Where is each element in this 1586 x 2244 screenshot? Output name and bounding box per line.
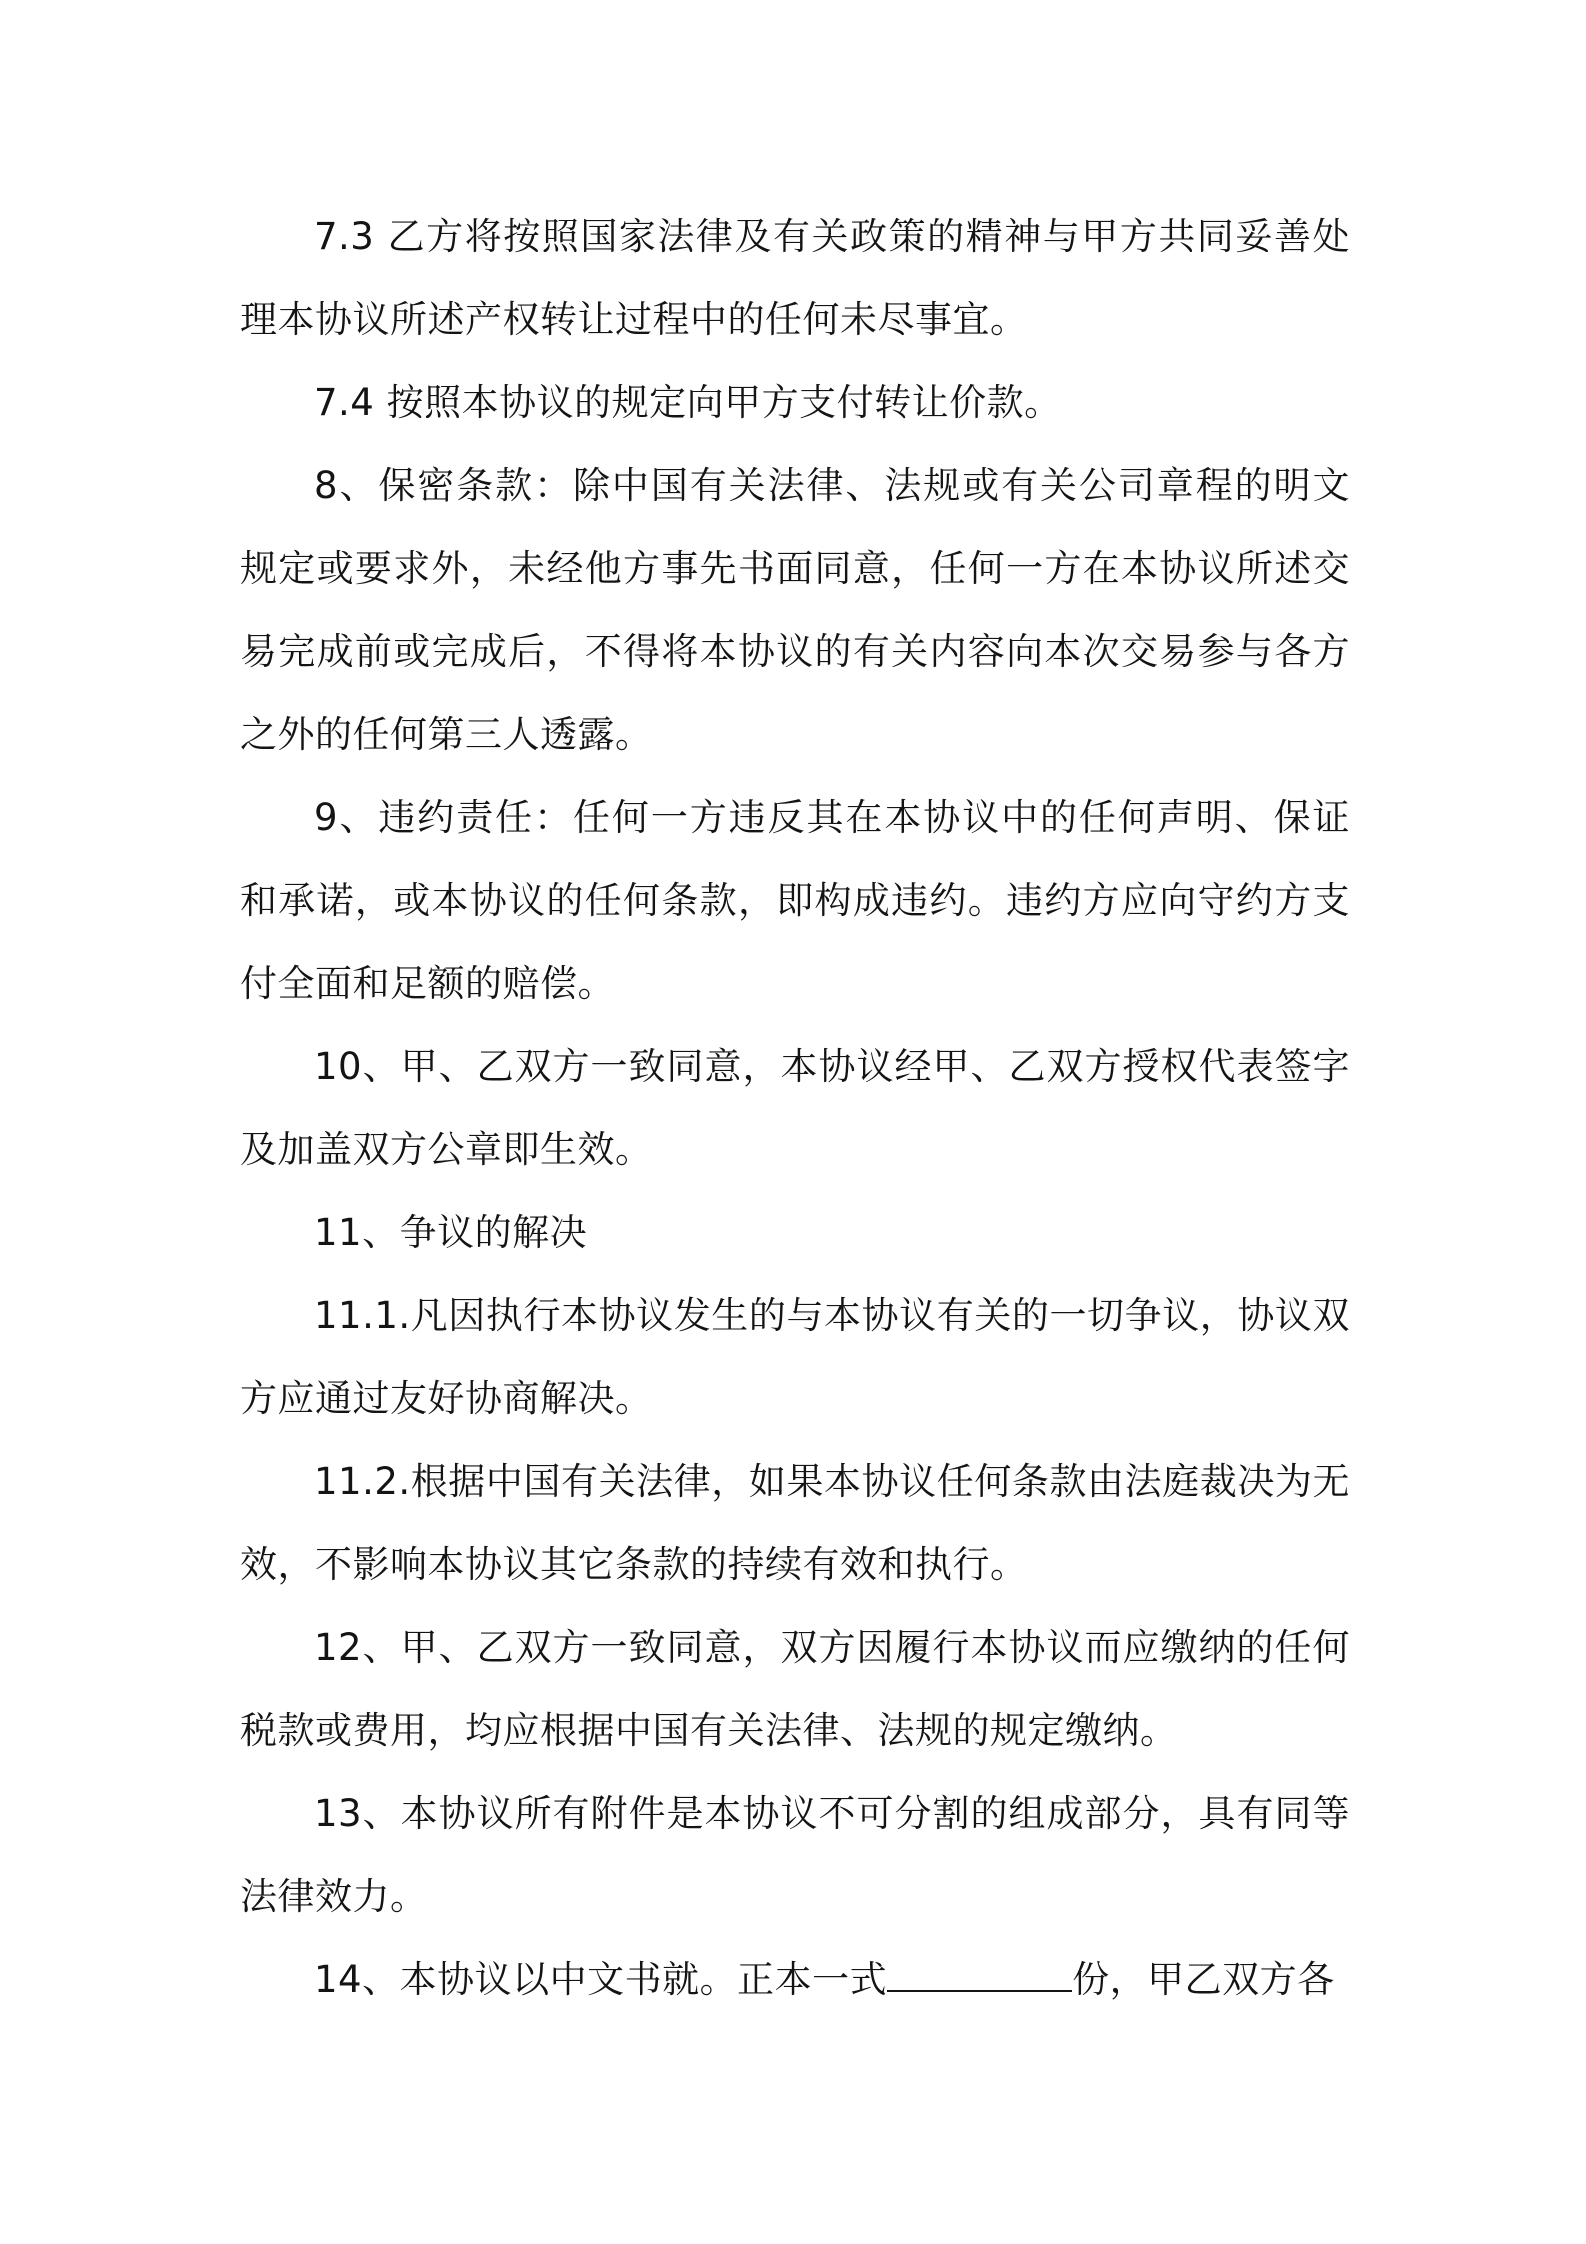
clause-8-confidentiality: 8、保密条款：除中国有关法律、法规或有关公司章程的明文规定或要求外，未经他方事先书面同意，任何一方在本协议所述交易完成前或完成后，不得将本协议的有关内容向本次交易参与各方之外的任何第三人透露。 — [240, 464, 1350, 756]
document-body — [240, 195, 1350, 2021]
fill-in-blank — [887, 1960, 1072, 1992]
clause-13-attachments: 13、本协议所有附件是本协议不可分割的组成部分，具有同等法律效力。 — [240, 1792, 1350, 1918]
clause-14-text-after: 份，甲乙双方各 — [1072, 1958, 1335, 2001]
clause-11-dispute-heading: 11、争议的解决 — [314, 1211, 588, 1254]
clause-12-taxes: 12、甲、乙双方一致同意，双方因履行本协议而应缴纳的任何税款或费用，均应根据中国有关法律、法规的规定缴纳。 — [240, 1626, 1350, 1752]
clause-11-2: 11.2.根据中国有关法律，如果本协议任何条款由法庭裁决为无效，不影响本协议其它条款的持续有效和执行。 — [240, 1460, 1350, 1586]
clause-11-1: 11.1.凡因执行本协议发生的与本协议有关的一切争议，协议双方应通过友好协商解决。 — [240, 1294, 1350, 1420]
clause-9-breach: 9、违约责任：任何一方违反其在本协议中的任何声明、保证和承诺，或本协议的任何条款，即构成违约。违约方应向守约方支付全面和足额的赔偿。 — [240, 796, 1350, 1005]
clause-14-text-before: 14、本协议以中文书就。正本一式 — [314, 1958, 888, 2001]
clause-14-copies — [240, 1938, 1350, 2021]
clause-7-3: 7.3 乙方将按照国家法律及有关政策的精神与甲方共同妥善处理本协议所述产权转让过程中的任何未尽事宜。 — [240, 215, 1350, 341]
clause-7-4: 7.4 按照本协议的规定向甲方支付转让价款。 — [314, 381, 1062, 424]
clause-10-effectiveness: 10、甲、乙双方一致同意，本协议经甲、乙双方授权代表签字及加盖双方公章即生效。 — [240, 1045, 1350, 1171]
